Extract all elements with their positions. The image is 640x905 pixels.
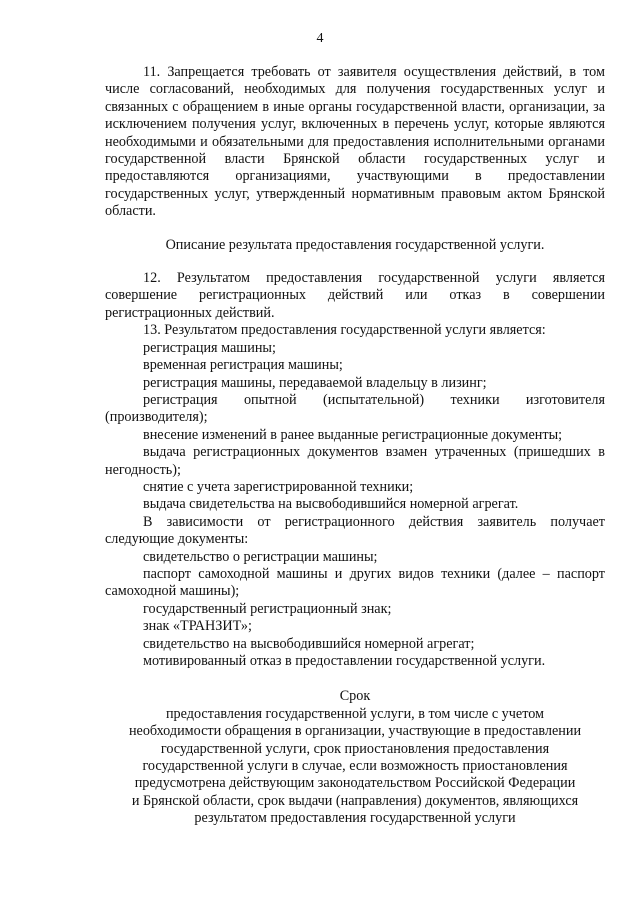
section-heading-srok: Срок <box>339 688 371 705</box>
list-item: временная регистрация машины; <box>143 357 343 374</box>
list-item: свидетельство на высвободившийся номерной агрегат; <box>143 635 475 652</box>
list-item: регистрация опытной (испытательной) техники изготовителя (производителя); <box>105 391 605 426</box>
srok-line: и Брянской области, срок выдачи (направления) документов, являющихся <box>131 792 579 809</box>
list-item: снятие с учета зарегистрированной техники; <box>143 478 414 495</box>
srok-line: государственной услуги в случае, если возможность приостановления <box>142 758 568 775</box>
documents-list <box>105 549 605 671</box>
list-item: свидетельство о регистрации машины; <box>143 548 378 565</box>
srok-line: предоставления государственной услуги, в том числе с учетом <box>165 705 545 722</box>
paragraph-documents: В зависимости от регистрационного действия заявитель получает следующие документы: <box>105 513 605 548</box>
paragraph-11: 11. Запрещается требовать от заявителя осуществления действий, в том числе согласований, необходимых для получения государственных услуг и связанных с обращением в иные органы государственной власти, организации, за исключением получения услуг, включенных в перечень услуг, которые являются необходимыми и обязательными для предоставления исполнительными органами государственной власти Брянской области государственных услуг и предоставляются организациями, участвующими в предоставлении государственных услуг, утвержденный нормативным правовым актом Брянской области. <box>105 64 605 220</box>
list-item: мотивированный отказ в предоставлении государственной услуги. <box>143 653 546 669</box>
srok-line: государственной услуги, срок приостановления предоставления <box>160 740 550 757</box>
srok-line: предусмотрена действующим законодательством Российской Федерации <box>134 775 576 792</box>
paragraph-13: 13. Результатом предоставления государственной услуги является: <box>143 322 546 339</box>
srok-line: результатом предоставления государственной услуги <box>194 810 516 827</box>
results-list <box>105 340 605 514</box>
list-item: регистрация машины, передаваемой владельцу в лизинг; <box>143 374 487 391</box>
list-item: выдача регистрационных документов взамен утраченных (пришедших в негодность); <box>105 444 605 478</box>
srok-description <box>105 706 605 828</box>
document-body <box>105 64 605 828</box>
list-item: регистрация машины; <box>143 339 276 356</box>
page-number: 4 <box>316 31 324 46</box>
section-heading-result: Описание результата предоставления государственной услуги. <box>165 236 545 253</box>
srok-line: необходимости обращения в организации, участвующие в предоставлении <box>128 723 582 740</box>
list-item: знак «ТРАНЗИТ»; <box>143 618 252 635</box>
list-item: внесение изменений в ранее выданные регистрационные документы; <box>143 426 563 443</box>
list-item: выдача свидетельства на высвободившийся номерной агрегат. <box>143 496 519 513</box>
paragraph-12: 12. Результатом предоставления государственной услуги является совершение регистрационных действий или отказ в совершении регистрационных действий. <box>105 270 605 321</box>
list-item: государственный регистрационный знак; <box>143 600 392 617</box>
list-item: паспорт самоходной машины и других видов техники (далее – паспорт самоходной машины); <box>105 565 605 600</box>
